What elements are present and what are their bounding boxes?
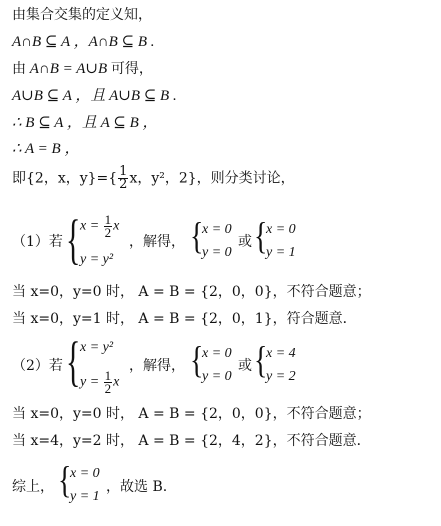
case2-brace: { xyxy=(66,331,81,393)
result-line-4: 当 x=4，y=2 时， A = B = {2，4，2}，不符合题意． xyxy=(12,433,371,449)
line-given-equality: 由 A∩B = A∪B 可得， xyxy=(12,61,153,77)
line-subset-intersection: A∩B ⊆ A ，A∩B ⊆ B . xyxy=(12,34,155,50)
line-intro: 由集合交集的定义知， xyxy=(12,7,152,23)
case2-solA-eq2: y = 0 xyxy=(202,369,232,384)
line-subset-union: A∪B ⊆ A ，且 A∪B ⊆ B . xyxy=(12,88,177,104)
result-line-2: 当 x=0，y=1 时， A = B = {2，0，1}，符合题意． xyxy=(12,311,357,327)
case1-solA-eq1: x = 0 xyxy=(202,222,232,237)
case1-brace: { xyxy=(66,209,81,271)
conclusion-answer: ，故选 B. xyxy=(106,479,168,495)
case1-solB-eq2: y = 1 xyxy=(266,245,296,260)
fraction-one-half: $\frac{1}{2}$ xyxy=(119,164,128,192)
line-therefore-subsets: ∴ B ⊆ A ，且 A ⊆ B ， xyxy=(12,115,158,131)
case1-or: 或 xyxy=(238,234,252,250)
case2-solB-eq2: y = 2 xyxy=(266,369,296,384)
conclusion-brace: { xyxy=(58,460,72,503)
case2-solve-text: ，解得， xyxy=(129,358,185,374)
case2-solB-brace: { xyxy=(254,340,268,383)
case1-label: （1）若 xyxy=(12,234,63,250)
case1-solA-eq2: y = 0 xyxy=(202,245,232,260)
line-set-equation: 即{2，x，y}={ $\frac{1}{2}$ x，y²，2}，则分类讨论， xyxy=(12,164,295,192)
case2-equation-2: y = $\frac{1}{2}$ x xyxy=(80,368,120,396)
case1-solB-brace: { xyxy=(254,216,268,259)
conclusion-label: 综上， xyxy=(12,479,54,495)
case1-equation-2: y = y² xyxy=(80,252,114,267)
case2-solA-brace: { xyxy=(190,340,204,383)
case2-equation-1: x = y² xyxy=(80,340,114,355)
conclusion-eq2: y = 1 xyxy=(70,489,100,504)
case1-solve-text: ，解得， xyxy=(129,234,185,250)
result-line-3: 当 x=0，y=0 时， A = B = {2，0，0}，不符合题意； xyxy=(12,406,371,422)
conclusion-eq1: x = 0 xyxy=(70,466,100,481)
case2-label: （2）若 xyxy=(12,358,63,374)
line-therefore-equal: ∴ A = B ， xyxy=(12,141,80,157)
case1-solB-eq1: x = 0 xyxy=(266,222,296,237)
case1-solA-brace: { xyxy=(190,216,204,259)
result-line-1: 当 x=0，y=0 时， A = B = {2，0，0}，不符合题意； xyxy=(12,284,371,300)
case2-or: 或 xyxy=(238,358,252,374)
case1-equation-1: x = $\frac{1}{2}$ x xyxy=(80,212,120,240)
case2-solA-eq1: x = 0 xyxy=(202,346,232,361)
case2-solB-eq1: x = 4 xyxy=(266,346,296,361)
